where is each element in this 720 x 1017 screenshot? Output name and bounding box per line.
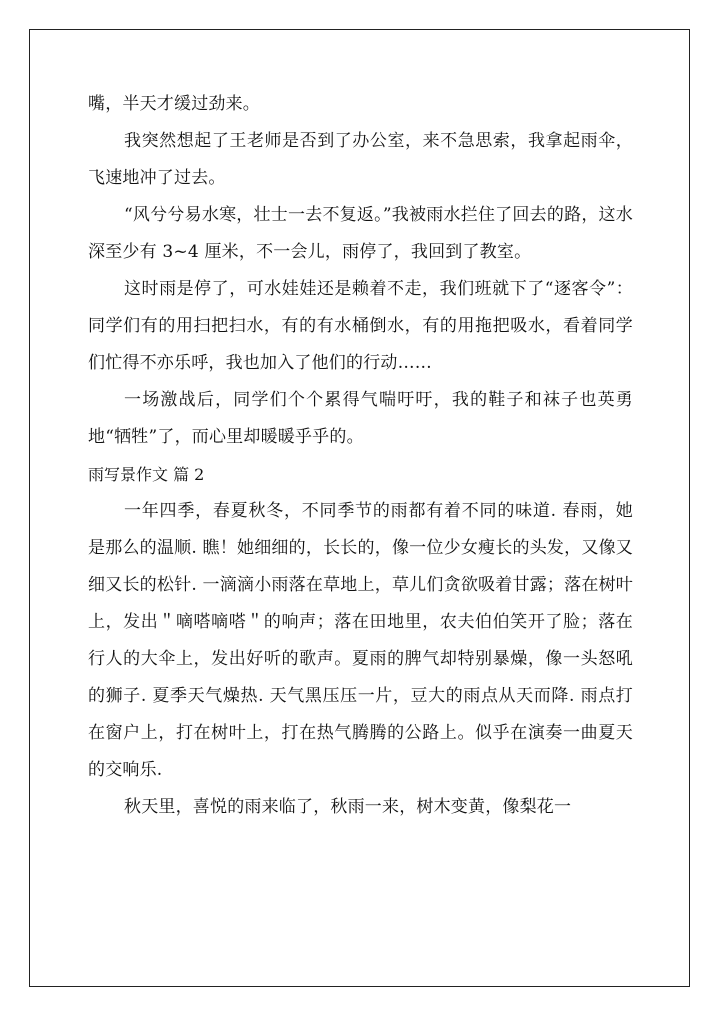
document-body (88, 86, 633, 826)
paragraph: 秋天里，喜悦的雨来临了，秋雨一来，树木变黄，像梨花一 (124, 797, 572, 817)
paragraph-continuation: 嘴，半天才缓过劲来。 (88, 94, 260, 114)
paragraph: 一场激战后，同学们个个累得气喘吁吁，我的鞋子和袜子也英勇地“牺牲”了，而心里却暖暖乎乎的。 (88, 390, 633, 447)
paragraph: 我突然想起了王老师是否到了办公室，来不急思索，我拿起雨伞，飞速地冲了过去。 (88, 131, 633, 188)
paragraph: “风兮兮易水寒，壮士一去不复返。”我被雨水拦住了回去的路，这水深至少有 3~4 厘米，不一会儿，雨停了，我回到了教室。 (88, 205, 633, 262)
paragraph: 这时雨是停了，可水娃娃还是赖着不走，我们班就下了“逐客令”：同学们有的用扫把扫水，有的有水桶倒水，有的用拖把吸水，看着同学们忙得不亦乐呼，我也加入了他们的行动…… (88, 279, 633, 373)
section-heading: 雨写景作文 篇 2 (88, 465, 205, 484)
paragraph: 一年四季，春夏秋冬，不同季节的雨都有着不同的味道. 春雨，她是那么的温顺. 瞧！她细细的，长长的，像一位少女瘦长的头发，又像又细又长的松针. 一滴滴小雨落在草地上，草儿们贪欲吸着甘露；落在树叶上，发出＂嘀嗒嘀嗒＂的响声；落在田地里，农夫伯伯笑开了脸；落在行人的大伞上，发出好听的歌声。夏雨的脾气却特别暴燥，像一头怒吼的狮子. 夏季天气燥热. 天气黑压压一片，豆大的雨点从天而降. 雨点打在窗户上，打在树叶上，打在热气腾腾的公路上。似乎在演奏一曲夏天的交响乐. (88, 501, 633, 780)
